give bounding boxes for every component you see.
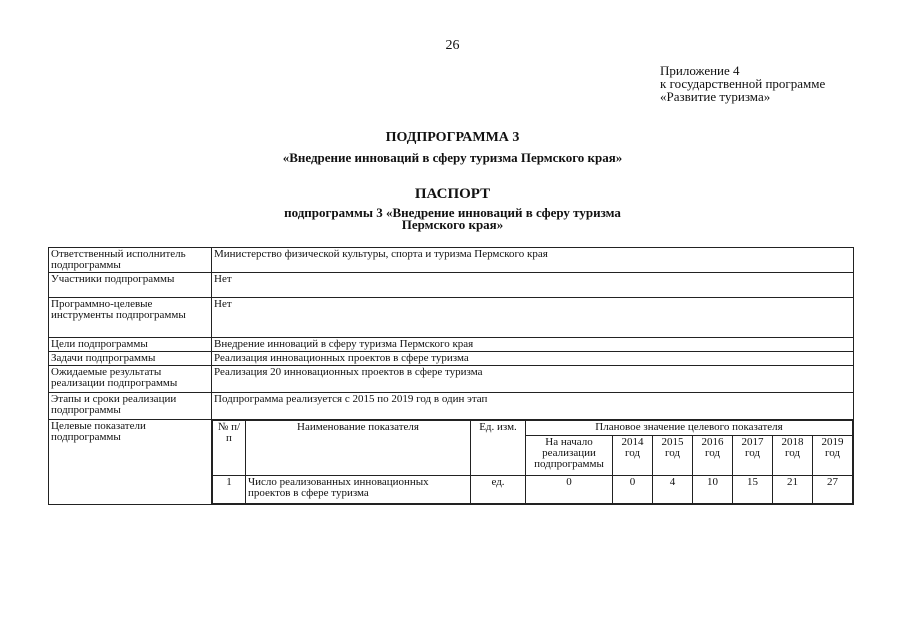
- indicator-value: 15: [733, 476, 773, 504]
- col-plan-header: Плановое значение целевого показателя: [526, 421, 853, 436]
- indicators-table: [212, 420, 853, 504]
- col-start-header: На начало реализации подпрограммы: [526, 436, 613, 476]
- row-label: Ожидаемые результаты реализации подпрограммы: [49, 366, 212, 393]
- passport-table: [48, 247, 854, 505]
- table-row: [49, 338, 854, 352]
- table-row: [49, 298, 854, 338]
- row-value: Министерство физической культуры, спорта и туризма Пермского края: [212, 248, 854, 273]
- table-row: [49, 420, 854, 505]
- year-header: 2014 год: [613, 436, 653, 476]
- appendix-line-1: Приложение 4: [660, 63, 740, 78]
- passport-subtitle-line-1: подпрограммы 3 «Внедрение инноваций в сферу туризма: [284, 205, 621, 220]
- indicator-value: 21: [773, 476, 813, 504]
- col-unit-header: Ед. изм.: [471, 421, 526, 476]
- table-row: [49, 366, 854, 393]
- row-label: Ответственный исполнитель подпрограммы: [49, 248, 212, 273]
- row-label: Задачи подпрограммы: [49, 352, 212, 366]
- row-value: Реализация 20 инновационных проектов в сфере туризма: [212, 366, 854, 393]
- indicators-cell: [212, 420, 854, 505]
- row-label: Этапы и сроки реализации подпрограммы: [49, 393, 212, 420]
- row-value: Нет: [212, 298, 854, 338]
- row-value: Нет: [212, 273, 854, 298]
- year-header: 2017 год: [733, 436, 773, 476]
- indicator-unit: ед.: [471, 476, 526, 504]
- row-value: Подпрограмма реализуется с 2015 по 2019 год в один этап: [212, 393, 854, 420]
- table-row: [49, 248, 854, 273]
- row-label: Целевые показатели подпрограммы: [49, 420, 212, 505]
- col-number-header: № п/п: [213, 421, 246, 476]
- year-header: 2018 год: [773, 436, 813, 476]
- row-value: Реализация инновационных проектов в сфере туризма: [212, 352, 854, 366]
- indicator-value: 4: [653, 476, 693, 504]
- table-row: [49, 393, 854, 420]
- year-header: 2016 год: [693, 436, 733, 476]
- indicator-value: 0: [613, 476, 653, 504]
- page-number: 26: [445, 38, 460, 53]
- row-label: Цели подпрограммы: [49, 338, 212, 352]
- col-name-header: Наименование показателя: [246, 421, 471, 476]
- indicator-value: 27: [813, 476, 853, 504]
- appendix-note: [660, 64, 825, 103]
- row-label: Участники подпрограммы: [49, 273, 212, 298]
- row-label: Программно-целевые инструменты подпрограммы: [49, 298, 212, 338]
- table-row: [49, 352, 854, 366]
- indicator-name: Число реализованных инновационных проектов в сфере туризма: [246, 476, 471, 504]
- year-header: 2019 год: [813, 436, 853, 476]
- table-row: [49, 273, 854, 298]
- row-value: Внедрение инноваций в сферу туризма Пермского края: [212, 338, 854, 352]
- table-row: [213, 476, 853, 504]
- indicator-start-value: 0: [526, 476, 613, 504]
- subprogram-title: ПОДПРОГРАММА 3: [385, 130, 520, 145]
- subprogram-name: «Внедрение инноваций в сферу туризма Пермского края»: [282, 150, 623, 165]
- year-header: 2015 год: [653, 436, 693, 476]
- appendix-line-3: «Развитие туризма»: [660, 89, 771, 104]
- indicator-value: 10: [693, 476, 733, 504]
- appendix-line-2: к государственной программе: [660, 76, 826, 91]
- passport-title: ПАСПОРТ: [414, 186, 491, 202]
- indicator-number: 1: [213, 476, 246, 504]
- indicators-header-row: [213, 421, 853, 436]
- passport-subtitle: [0, 207, 905, 231]
- passport-subtitle-line-2: Пермского края»: [401, 217, 504, 232]
